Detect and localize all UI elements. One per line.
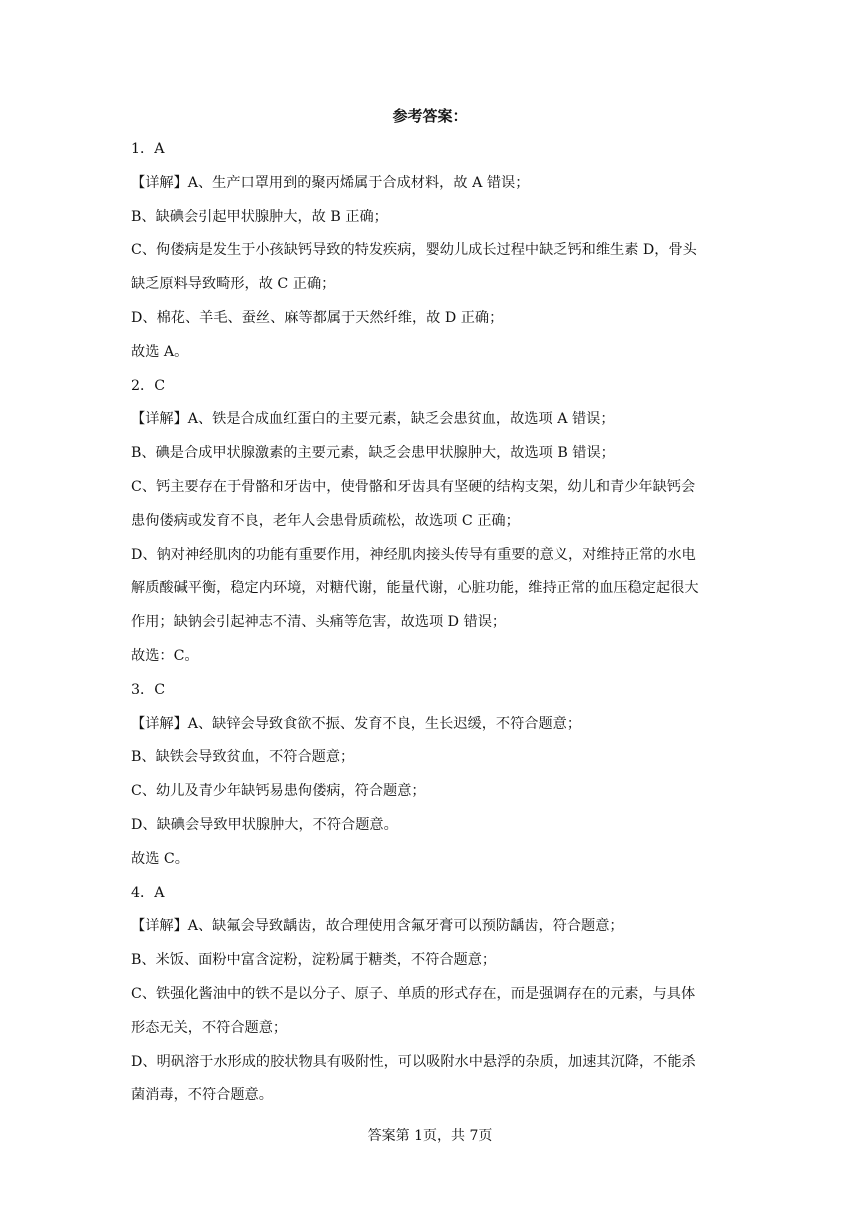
answer-line: C、铁强化酱油中的铁不是以分子、原子、单质的形式存在，而是强调存在的元素，与具体 [131,985,696,1002]
answer-line: 作用；缺钠会引起神志不清、头痛等危害，故选项 D 错误； [131,614,507,631]
answer-line: D、棉花、羊毛、蚕丝、麻等都属于天然纤维，故 D 正确； [131,309,504,326]
answer-line: B、缺铁会导致贫血，不符合题意； [131,749,355,766]
answer-line: 故选 C。 [131,850,189,867]
answer-line: D、明矾溶于水形成的胶状物具有吸附性，可以吸附水中悬浮的杂质，加速其沉降，不能杀 [131,1053,696,1070]
answer-line: 故选：C。 [131,647,199,664]
answer-line: 【详解】A、缺锌会导致食欲不振、发育不良，生长迟缓，不符合题意； [131,715,582,732]
answer-line: 【详解】A、铁是合成血红蛋白的主要元素，缺乏会患贫血，故选项 A 错误； [131,411,615,428]
answer-line: 1．A [131,141,165,157]
answer-line: 解质酸碱平衡，稳定内环境，对糖代谢，能量代谢，心脏功能，维持正常的血压稳定起很大 [131,580,699,597]
answer-line: B、缺碘会引起甲状腺肿大，故 B 正确； [131,208,388,225]
answer-line: C、钙主要存在于骨骼和牙齿中，使骨骼和牙齿具有坚硬的结构支架，幼儿和青少年缺钙会 [131,478,696,495]
answer-line: C、佝偻病是发生于小孩缺钙导致的特发疾病，婴幼儿成长过程中缺乏钙和维生素 D，骨头 [131,242,697,259]
answer-line: 3．C [131,681,166,698]
answer-line: 患佝偻病或发育不良，老年人会患骨质疏松，故选项 C 正确； [131,512,520,529]
answer-line: 菌消毒，不符合题意。 [131,1087,273,1104]
answer-line: 4．A [131,884,165,901]
answer-line: 缺乏原料导致畸形，故 C 正确； [131,276,336,293]
answer-line: 【详解】A、生产口罩用到的聚丙烯属于合成材料，故 A 错误； [131,174,530,191]
answer-line: B、米饭、面粉中富含淀粉，淀粉属于糖类，不符合题意； [131,952,497,969]
answer-line: 形态无关，不符合题意； [131,1019,288,1036]
answer-line: B、碘是合成甲状腺激素的主要元素，缺乏会患甲状腺肿大，故选项 B 错误； [131,445,615,462]
answer-content [131,133,731,1113]
answer-line: D、缺碘会导致甲状腺肿大，不符合题意。 [131,816,398,833]
answer-line: 【详解】A、缺氟会导致龋齿，故合理使用含氟牙膏可以预防龋齿，符合题意； [131,918,624,935]
answer-line: D、钠对神经肌肉的功能有重要作用，神经肌肉接头传导有重要的意义，对维持正常的水电 [131,546,696,563]
answer-line: C、幼儿及青少年缺钙易患佝偻病，符合题意； [131,783,426,800]
page-footer: 答案第 1页，共 7页 [367,1128,493,1144]
answer-line: 2．C [131,377,166,394]
page-title: 参考答案： [392,107,468,125]
answer-line: 故选 A。 [131,343,189,360]
